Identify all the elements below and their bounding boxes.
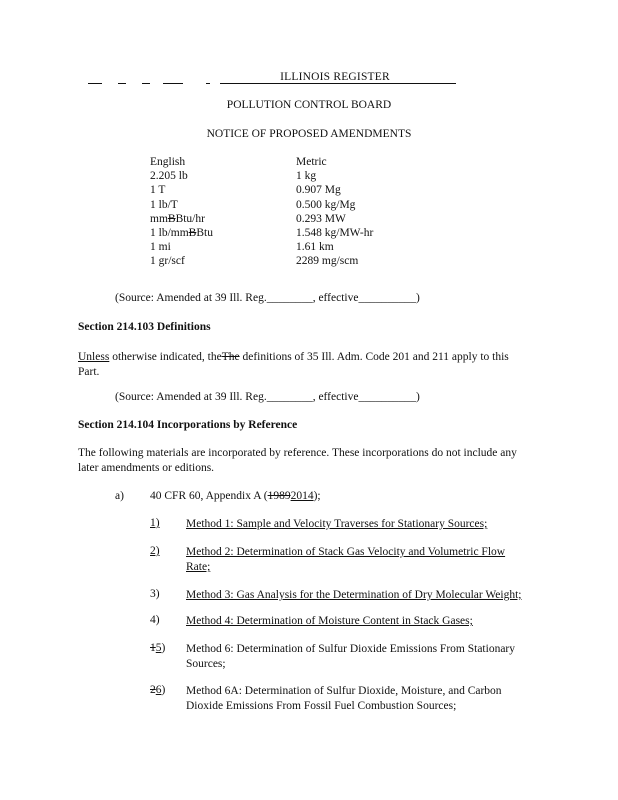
list-item-a-text: 40 CFR 60, Appendix A (19892014); — [150, 490, 321, 502]
incorporations-paragraph: The following materials are incorporated by reference. These incorporations do not include any later amendments or editions. — [78, 447, 517, 474]
list-item-number: 1) — [150, 517, 160, 529]
header-rule-main — [220, 83, 456, 84]
english-value: 1 gr/scf — [150, 255, 185, 268]
list-item-text: Method 6A: Determination of Sulfur Dioxide, Moisture, and Carbon Dioxide Emissions From Fossil Fuel Combustion Sources; — [186, 685, 502, 712]
struck-text: B — [167, 212, 176, 225]
list-item-text: Method 1: Sample and Velocity Traverses for Stationary Sources; — [186, 518, 488, 530]
english-value: 1 T — [150, 184, 166, 197]
list-item-number: 26) — [150, 684, 166, 696]
conversion-table-header — [150, 155, 450, 169]
section-heading-definitions: Section 214.103 Definitions — [78, 321, 211, 333]
english-value: 1 lb/mmBBtu — [150, 226, 213, 239]
table-row — [150, 198, 450, 212]
english-value: 2.205 lb — [150, 170, 188, 183]
metric-value: 2289 mg/scm — [296, 255, 359, 268]
list-item-text: Method 3: Gas Analysis for the Determination of Dry Molecular Weight; — [186, 589, 522, 601]
list-item-number: 15) — [150, 642, 166, 654]
table-row — [150, 212, 450, 226]
header-rule-segment — [88, 83, 102, 84]
english-value: 1 mi — [150, 241, 171, 254]
list-item-text: Method 4: Determination of Moisture Content in Stack Gases; — [186, 615, 473, 627]
header-rule-segment — [118, 83, 126, 84]
table-row — [150, 169, 450, 183]
metric-value: 0.293 MW — [296, 212, 346, 225]
register-title: ILLINOIS REGISTER — [280, 71, 390, 83]
list-item-text: Method 2: Determination of Stack Gas Velocity and Volumetric Flow Rate; — [186, 546, 506, 573]
header-rule-segment — [142, 83, 150, 84]
column-metric: Metric — [296, 156, 327, 168]
struck-text: 1989 — [267, 490, 291, 502]
english-value: 1 lb/T — [150, 198, 178, 211]
board-title: POLLUTION CONTROL BOARD — [226, 99, 392, 111]
list-item-number: 3) — [150, 588, 160, 600]
notice-title: NOTICE OF PROPOSED AMENDMENTS — [206, 128, 412, 140]
table-row — [150, 226, 450, 240]
struck-text: The — [221, 351, 240, 363]
metric-value: 0.907 Mg — [296, 184, 341, 197]
source-note: (Source: Amended at 39 Ill. Reg.________, effective__________) — [115, 391, 420, 403]
column-english: English — [150, 156, 186, 168]
definitions-paragraph: Unless otherwise indicated, theThe definitions of 35 Ill. Adm. Code 201 and 211 apply to this Part. — [78, 351, 509, 378]
list-item-text: Method 6: Determination of Sulfur Dioxide Emissions From Stationary Sources; — [186, 643, 515, 670]
section-heading-incorporations: Section 214.104 Incorporations by Reference — [78, 419, 298, 431]
english-value: mmBBtu/hr — [150, 212, 205, 225]
header-rule-segment — [206, 83, 210, 84]
metric-value: 0.500 kg/Mg — [296, 198, 356, 211]
table-row — [150, 254, 450, 268]
metric-value: 1 kg — [296, 170, 317, 183]
source-note: (Source: Amended at 39 Ill. Reg.________, effective__________) — [115, 292, 420, 304]
table-row — [150, 183, 450, 197]
conversion-table — [150, 155, 450, 269]
list-item-number: 4) — [150, 614, 160, 626]
inserted-text: 2014 — [290, 490, 314, 502]
table-row — [150, 240, 450, 254]
metric-value: 1.548 kg/MW-hr — [296, 226, 374, 239]
list-item-number: 2) — [150, 545, 160, 557]
list-item-label: a) — [115, 490, 124, 502]
metric-value: 1.61 km — [296, 241, 334, 254]
header-rule-segment — [163, 83, 183, 84]
struck-text: B — [188, 226, 197, 239]
